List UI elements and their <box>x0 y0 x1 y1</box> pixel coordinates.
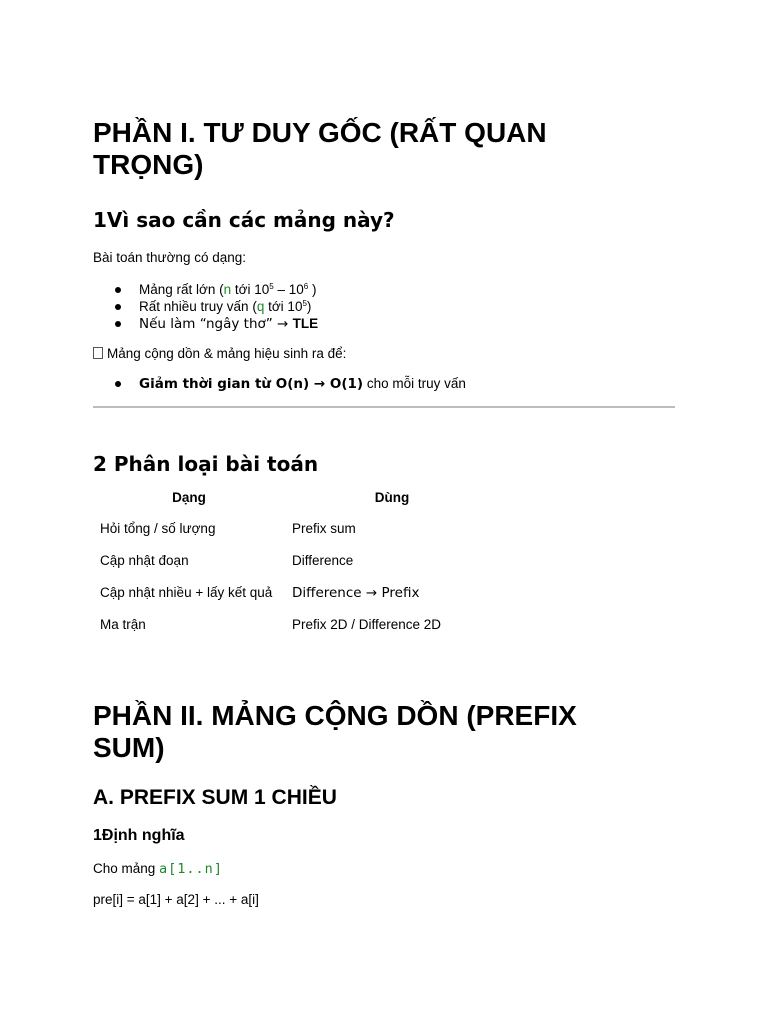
section-a-heading: A. PREFIX SUM 1 CHIỀU <box>93 786 337 809</box>
q1-bullet-list <box>93 281 318 333</box>
q2-number: 2 <box>93 452 107 476</box>
definition-number: 1 <box>93 827 102 844</box>
table-header-row <box>93 490 499 514</box>
list-item: Giảm thời gian từ O(n) → O(1) cho mỗi truy vấn <box>93 375 466 393</box>
table-row <box>93 578 499 610</box>
table-cell: Ma trận <box>100 617 146 632</box>
list-item: Nếu làm “ngây thơ” → TLE <box>93 315 318 333</box>
q1-number: 1 <box>93 208 107 232</box>
table-cell: Hỏi tổng / số lượng <box>100 521 216 536</box>
bullet-icon <box>115 287 121 293</box>
q2-heading <box>93 452 318 476</box>
table-cell: Prefix 2D / Difference 2D <box>292 617 442 632</box>
q1-intro: Bài toán thường có dạng: <box>93 250 246 265</box>
column-header-dung: Dùng <box>374 490 410 505</box>
part1-title: PHẦN I. TƯ DUY GỐC (RẤT QUAN TRỌNG) <box>93 117 547 180</box>
table-row <box>93 546 499 578</box>
list-item: Rất nhiều truy vấn (q tới $10^5$) <box>93 298 318 315</box>
table-cell: Prefix sum <box>292 521 356 536</box>
list-item: Mảng rất lớn (n tới $10^5 - 10^6$ ) <box>93 281 318 298</box>
bullet-icon <box>115 381 121 387</box>
bullet-icon <box>115 304 121 310</box>
table-cell: Difference → Prefix <box>292 585 420 601</box>
bullet-icon <box>115 321 121 327</box>
definition-heading: 1Định nghĩa <box>93 827 185 844</box>
table-row <box>93 514 499 546</box>
q2-heading-text: Phân loại bài toán <box>113 452 319 476</box>
table-cell: Cập nhật nhiều + lấy kết quả <box>100 585 273 600</box>
table-row <box>93 610 499 642</box>
prefix-formula: pre[i] = a[1] + a[2] + ... + a[i] <box>93 892 259 907</box>
definition-line: Cho mảng a[1..n] <box>93 861 223 877</box>
variable-q: q <box>256 299 265 314</box>
horizontal-divider <box>93 406 675 408</box>
part2-title: PHẦN II. MẢNG CỘNG DỒN (PREFIX SUM) <box>93 700 577 763</box>
column-header-dang: Dạng <box>172 490 206 505</box>
variable-n: n <box>223 282 232 297</box>
checkbox-glyph-icon <box>93 347 103 359</box>
table-cell: Difference <box>292 553 354 568</box>
q1-heading <box>93 208 395 232</box>
q1-benefit-list <box>93 375 466 393</box>
array-notation: a[1..n] <box>159 861 223 877</box>
q1-conclusion: Mảng cộng dồn & mảng hiệu sinh ra để: <box>93 345 346 363</box>
table-cell: Cập nhật đoạn <box>100 553 189 568</box>
classification-table <box>93 490 499 642</box>
q1-heading-text: Vì sao cần các mảng này? <box>106 208 395 232</box>
